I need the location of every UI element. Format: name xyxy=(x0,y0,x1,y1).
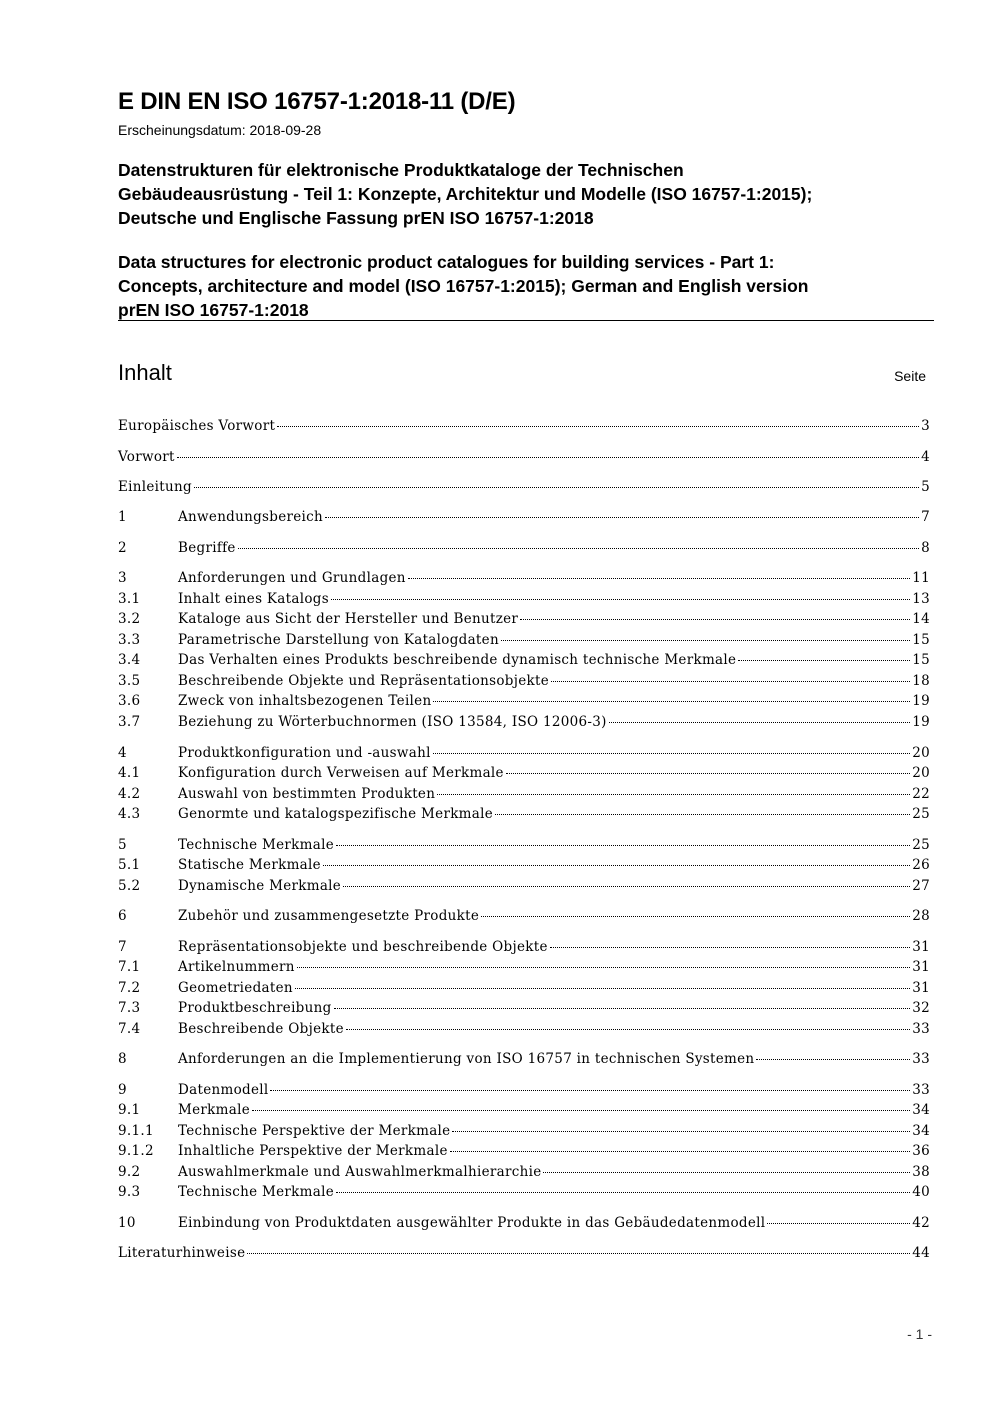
toc-leader-dots xyxy=(334,1008,911,1009)
toc-entry-page: 19 xyxy=(912,714,930,730)
toc-entry-title: Parametrische Darstellung von Katalogdaten xyxy=(178,632,499,648)
toc-entry-page: 19 xyxy=(912,693,930,709)
toc-leader-dots xyxy=(501,640,910,641)
toc-entry-title: Technische Merkmale xyxy=(178,1184,334,1200)
toc-entry-number: 4 xyxy=(118,745,127,761)
toc-leader-dots xyxy=(452,1131,910,1132)
toc-entry-number: 3.1 xyxy=(118,591,141,607)
toc-entry[interactable] xyxy=(118,652,930,672)
toc-entry[interactable] xyxy=(118,857,930,877)
toc-entry-page: 34 xyxy=(912,1123,930,1139)
toc-entry-title: Produktbeschreibung xyxy=(178,1000,332,1016)
toc-leader-dots xyxy=(270,1090,910,1091)
toc-entry-page: 40 xyxy=(912,1184,930,1200)
toc-leader-dots xyxy=(336,845,910,846)
toc-entry-title: Literaturhinweise xyxy=(118,1245,246,1261)
toc-entry[interactable] xyxy=(118,1000,930,1020)
page-number: - 1 - xyxy=(907,1326,932,1342)
toc-entry-title: Geometriedaten xyxy=(178,980,293,996)
toc-entry-page: 15 xyxy=(912,652,930,668)
toc-entry-page: 15 xyxy=(912,632,930,648)
toc-entry-number: 3 xyxy=(118,570,127,586)
toc-entry-page: 13 xyxy=(912,591,930,607)
toc-entry-number: 4.3 xyxy=(118,806,141,822)
toc-entry-page: 28 xyxy=(912,908,930,924)
toc-entry-title: Beziehung zu Wörterbuchnormen (ISO 13584, ISO 12006-3) xyxy=(178,714,607,730)
toc-leader-dots xyxy=(506,773,910,774)
toc-entry-page: 31 xyxy=(912,939,930,955)
toc-entry-title: Auswahlmerkmale und Auswahlmerkmalhierarchie xyxy=(178,1164,542,1180)
toc-entry-title: Anforderungen an die Implementierung von ISO 16757 in technischen Systemen xyxy=(178,1051,755,1067)
toc-entry-number: 10 xyxy=(118,1215,136,1231)
toc-leader-dots xyxy=(252,1110,910,1111)
toc-entry[interactable] xyxy=(118,509,930,529)
toc-entry[interactable] xyxy=(118,714,930,734)
toc-entry-title: Merkmale xyxy=(178,1102,251,1118)
toc-entry-page: 4 xyxy=(921,449,930,465)
toc-entry[interactable] xyxy=(118,570,930,590)
toc-entry-page: 42 xyxy=(912,1215,930,1231)
toc-leader-dots xyxy=(433,701,910,702)
toc-entry[interactable] xyxy=(118,878,930,898)
title-german-line: Gebäudeausrüstung - Teil 1: Konzepte, Architektur und Modelle (ISO 16757-1:2015); xyxy=(118,184,813,204)
title-german xyxy=(118,158,934,230)
title-english-line: Data structures for electronic product catalogues for building services - Part 1: xyxy=(118,252,775,272)
toc-leader-dots xyxy=(551,681,910,682)
toc-entry-page: 8 xyxy=(921,540,930,556)
toc-entry[interactable] xyxy=(118,673,930,693)
toc-entry[interactable] xyxy=(118,1215,930,1235)
toc-entry-page: 14 xyxy=(912,611,930,627)
toc-entry-page: 20 xyxy=(912,745,930,761)
toc-entry-title: Genormte und katalogspezifische Merkmale xyxy=(178,806,494,822)
toc-leader-dots xyxy=(408,578,910,579)
toc-entry-number: 9.1 xyxy=(118,1102,141,1118)
toc-entry-number: 3.5 xyxy=(118,673,141,689)
toc-entry-number: 1 xyxy=(118,509,127,525)
toc-leader-dots xyxy=(194,487,919,488)
toc-entry-title: Repräsentationsobjekte und beschreibende Objekte xyxy=(178,939,548,955)
toc-entry-number: 4.1 xyxy=(118,765,141,781)
toc-entry[interactable] xyxy=(118,1082,930,1102)
toc-leader-dots xyxy=(543,1172,910,1173)
toc-entry-title: Anforderungen und Grundlagen xyxy=(178,570,406,586)
toc-entry[interactable] xyxy=(118,786,930,806)
toc-entry-page: 33 xyxy=(912,1051,930,1067)
toc-entry-page: 3 xyxy=(921,418,930,434)
toc-entry-number: 6 xyxy=(118,908,127,924)
toc-entry-number: 3.4 xyxy=(118,652,141,668)
toc-entry-title: Technische Merkmale xyxy=(178,837,334,853)
toc-entry-page: 22 xyxy=(912,786,930,802)
toc-entry-title: Zubehör und zusammengesetzte Produkte xyxy=(178,908,480,924)
toc-page-label: Seite xyxy=(894,368,926,384)
toc-entry-number: 5 xyxy=(118,837,127,853)
toc-entry-title: Kataloge aus Sicht der Hersteller und Benutzer xyxy=(178,611,519,627)
toc-leader-dots xyxy=(550,947,910,948)
toc-entry-page: 25 xyxy=(912,806,930,822)
toc-leader-dots xyxy=(481,916,910,917)
toc-entry[interactable] xyxy=(118,449,930,469)
toc-entry-number: 5.2 xyxy=(118,878,141,894)
toc-entry-number: 9.1.2 xyxy=(118,1143,154,1159)
toc-entry-number: 4.2 xyxy=(118,786,141,802)
toc-entry[interactable] xyxy=(118,611,930,631)
toc-entry-number: 3.7 xyxy=(118,714,141,730)
toc-leader-dots xyxy=(177,457,919,458)
toc-entry[interactable] xyxy=(118,1184,930,1204)
toc-entry[interactable] xyxy=(118,1051,930,1071)
toc-entry-number: 7.2 xyxy=(118,980,141,996)
toc-entry-page: 33 xyxy=(912,1082,930,1098)
toc-entry-title: Datenmodell xyxy=(178,1082,269,1098)
toc-entry-page: 7 xyxy=(921,509,930,525)
toc-leader-dots xyxy=(767,1223,910,1224)
toc-entry-page: 36 xyxy=(912,1143,930,1159)
toc-leader-dots xyxy=(609,722,910,723)
toc-entry-title: Beschreibende Objekte und Repräsentationsobjekte xyxy=(178,673,550,689)
toc-leader-dots xyxy=(238,548,919,549)
toc-entry-page: 31 xyxy=(912,980,930,996)
toc-leader-dots xyxy=(325,517,919,518)
toc-entry-title: Beschreibende Objekte xyxy=(178,1021,344,1037)
title-german-line: Datenstrukturen für elektronische Produktkataloge der Technischen xyxy=(118,160,684,180)
toc-entry-title: Europäisches Vorwort xyxy=(118,418,276,434)
toc-entry[interactable] xyxy=(118,745,930,765)
toc-entry[interactable] xyxy=(118,632,930,652)
toc-leader-dots xyxy=(450,1151,910,1152)
title-english-line: Concepts, architecture and model (ISO 16757-1:2015); German and English version xyxy=(118,276,809,296)
toc-leader-dots xyxy=(520,619,910,620)
toc-leader-dots xyxy=(277,426,919,427)
toc-entry[interactable] xyxy=(118,939,930,959)
toc-entry-page: 18 xyxy=(912,673,930,689)
toc-entry[interactable] xyxy=(118,980,930,1000)
toc-entry-page: 31 xyxy=(912,959,930,975)
toc-entry[interactable] xyxy=(118,1021,930,1041)
toc-entry-title: Zweck von inhaltsbezogenen Teilen xyxy=(178,693,432,709)
toc-entry[interactable] xyxy=(118,479,930,499)
toc-entry[interactable] xyxy=(118,693,930,713)
toc-leader-dots xyxy=(756,1059,910,1060)
toc-entry-title: Begriffe xyxy=(178,540,236,556)
toc-entry-page: 25 xyxy=(912,837,930,853)
document-id: E DIN EN ISO 16757-1:2018-11 (D/E) xyxy=(118,88,516,115)
toc-entry-page: 34 xyxy=(912,1102,930,1118)
toc-entry-number: 9.2 xyxy=(118,1164,141,1180)
toc-entry[interactable] xyxy=(118,540,930,560)
toc-entry-title: Dynamische Merkmale xyxy=(178,878,342,894)
toc-leader-dots xyxy=(336,1192,910,1193)
toc-entry-page: 33 xyxy=(912,1021,930,1037)
toc-entry[interactable] xyxy=(118,418,930,438)
toc-entry-page: 11 xyxy=(912,570,930,586)
toc-entry-number: 3.2 xyxy=(118,611,141,627)
toc-entry-page: 32 xyxy=(912,1000,930,1016)
toc-entry-number: 9.1.1 xyxy=(118,1123,154,1139)
toc-entry-title: Konfiguration durch Verweisen auf Merkmale xyxy=(178,765,504,781)
toc-leader-dots xyxy=(323,865,910,866)
toc-leader-dots xyxy=(346,1029,910,1030)
toc-leader-dots xyxy=(433,753,911,754)
toc-entry-page: 38 xyxy=(912,1164,930,1180)
toc-entry-page: 26 xyxy=(912,857,930,873)
toc-heading: Inhalt xyxy=(118,360,172,385)
toc-entry-title: Vorwort xyxy=(118,449,175,465)
toc-entry-page: 44 xyxy=(912,1245,930,1261)
toc-entry[interactable] xyxy=(118,959,930,979)
toc-entry-title: Inhalt eines Katalogs xyxy=(178,591,329,607)
toc-entry-title: Einleitung xyxy=(118,479,192,495)
toc-entry-title: Produktkonfiguration und -auswahl xyxy=(178,745,431,761)
toc-leader-dots xyxy=(343,886,910,887)
toc-entry[interactable] xyxy=(118,1143,930,1163)
publication-date: Erscheinungsdatum: 2018-09-28 xyxy=(118,122,322,138)
toc-entry-title: Das Verhalten eines Produkts beschreibende dynamisch technische Merkmale xyxy=(178,652,737,668)
title-german-line: Deutsche und Englische Fassung prEN ISO 16757-1:2018 xyxy=(118,208,594,228)
toc-leader-dots xyxy=(331,599,910,600)
toc-leader-dots xyxy=(297,967,910,968)
toc-entry-number: 7.4 xyxy=(118,1021,141,1037)
toc-entry-title: Technische Perspektive der Merkmale xyxy=(178,1123,451,1139)
toc-entry-number: 9.3 xyxy=(118,1184,141,1200)
toc-entry[interactable] xyxy=(118,837,930,857)
toc-entry-number: 9 xyxy=(118,1082,127,1098)
toc-entry[interactable] xyxy=(118,1245,930,1265)
toc-entry-title: Anwendungsbereich xyxy=(178,509,324,525)
toc-leader-dots xyxy=(495,814,910,815)
toc-leader-dots xyxy=(738,660,910,661)
toc-entry-number: 7.1 xyxy=(118,959,141,975)
toc-entry[interactable] xyxy=(118,765,930,785)
toc-entry-page: 27 xyxy=(912,878,930,894)
toc-leader-dots xyxy=(437,794,910,795)
toc-entry-title: Einbindung von Produktdaten ausgewählter Produkte in das Gebäudedatenmodell xyxy=(178,1215,766,1231)
toc-entry-number: 7 xyxy=(118,939,127,955)
toc-entry-number: 5.1 xyxy=(118,857,141,873)
toc-entry-page: 20 xyxy=(912,765,930,781)
toc-leader-dots xyxy=(295,988,910,989)
toc-entry[interactable] xyxy=(118,1164,930,1184)
toc-entry-page: 5 xyxy=(921,479,930,495)
toc-entry-title: Statische Merkmale xyxy=(178,857,321,873)
title-english xyxy=(118,250,934,322)
toc-entry[interactable] xyxy=(118,908,930,928)
toc-entry-number: 3.6 xyxy=(118,693,141,709)
header-divider xyxy=(118,320,934,321)
toc-entry-title: Inhaltliche Perspektive der Merkmale xyxy=(178,1143,448,1159)
toc-entry-title: Artikelnummern xyxy=(178,959,295,975)
toc-entry[interactable] xyxy=(118,806,930,826)
toc-entry-number: 7.3 xyxy=(118,1000,141,1016)
title-english-line: prEN ISO 16757-1:2018 xyxy=(118,300,309,320)
toc-entry[interactable] xyxy=(118,1102,930,1122)
toc-entry[interactable] xyxy=(118,1123,930,1143)
toc-entry[interactable] xyxy=(118,591,930,611)
toc-leader-dots xyxy=(247,1253,910,1254)
toc-entry-number: 3.3 xyxy=(118,632,141,648)
toc-entry-title: Auswahl von bestimmten Produkten xyxy=(178,786,436,802)
toc-entry-number: 8 xyxy=(118,1051,127,1067)
toc-entry-number: 2 xyxy=(118,540,127,556)
